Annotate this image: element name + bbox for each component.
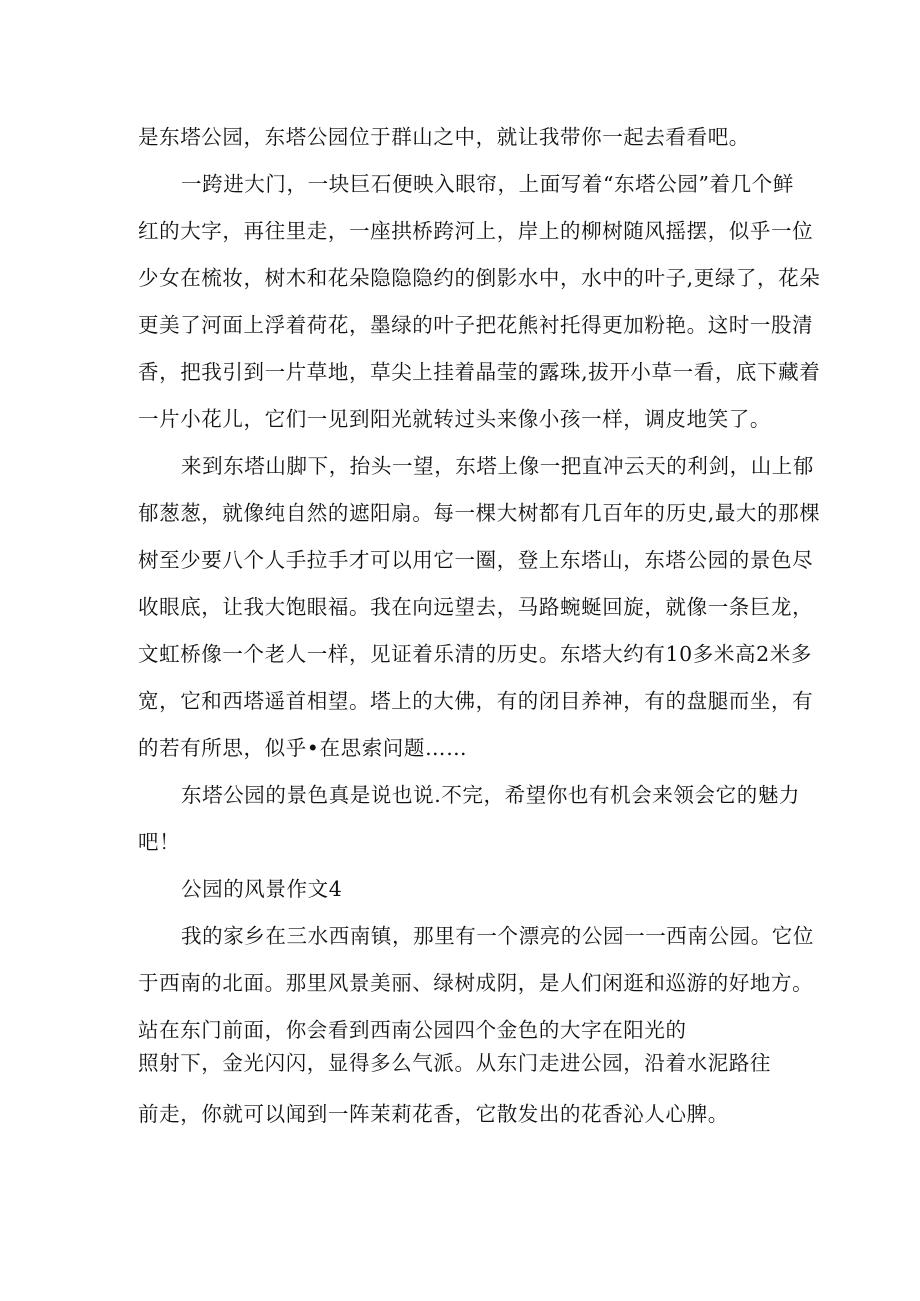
text-line-22: 前走，你就可以闻到一阵茉莉花香，它散发出的花香沁人心脾。	[138, 1102, 729, 1126]
text-line-3: 红的大字，再往里走，一座拱桥跨河上，岸上的柳树随风摇摆，似乎一位	[138, 219, 814, 243]
text-line-13: 宽，它和西塔遥首相望。塔上的大佛，有的闭目养神，有的盘腿而坐，有	[138, 689, 814, 713]
text-line-11: 收眼底，让我大饱眼福。我在向远望去，马路蜿蜒回旋，就像一条巨龙，	[138, 595, 814, 619]
text-line-7: 一片小花儿，它们一见到阳光就转过头来像小孩一样，调皮地笑了。	[138, 407, 771, 431]
text-line-18: 我的家乡在三水西南镇，那里有一个漂亮的公园一一西南公园。它位	[181, 924, 814, 948]
text-line-19: 于西南的北面。那里风景美丽、绿树成阴，是人们闲逛和巡游的好地方。	[138, 971, 814, 995]
text-line-1: 是东塔公园，东塔公园位于群山之中，就让我带你一起去看看吧。	[138, 125, 750, 149]
text-line-21: 照射下，金光闪闪，显得多么气派。从东门走进公园，沿着水泥路往	[138, 1051, 771, 1075]
text-line-8: 来到东塔山脚下，抬头一望，东塔上像一把直冲云天的利剑，山上郁	[181, 454, 814, 478]
text-line-6: 香，把我引到一片草地，草尖上挂着晶莹的露珠,拔开小草一看，底下藏着	[138, 360, 821, 384]
text-line-9: 郁葱葱，就像纯自然的遮阳扇。每一棵大树都有几百年的历史,最大的那棵	[138, 501, 821, 525]
text-line-12: 文虹桥像一个老人一样，见证着乐清的历史。东塔大约有10多米高2米多	[138, 642, 812, 666]
text-line-5: 更美了河面上浮着荷花，墨绿的叶子把花熊衬托得更加粉艳。这时一股清	[138, 313, 814, 337]
text-line-14: 的若有所思，似乎•在思索问题……	[138, 736, 468, 760]
text-line-2: 一跨进大门，一块巨石便映入眼帘，上面写着“东塔公园”着几个鲜	[181, 172, 794, 196]
text-line-20: 站在东门前面，你会看到西南公园四个金色的大字在阳光的	[138, 1018, 687, 1042]
text-line-16: 吧！	[138, 830, 181, 854]
text-line-10: 树至少要八个人手拉手才可以用它一圈，登上东塔山，东塔公园的景色尽	[138, 548, 814, 572]
text-line-4: 少女在梳妆，树木和花朵隐隐隐约的倒影水中，水中的叶子,更绿了，花朵	[138, 266, 821, 290]
section-heading: 公园的风景作文4	[181, 877, 343, 901]
text-line-15: 东塔公园的景色真是说也说.不完，希望你也有机会来领会它的魅力	[181, 783, 801, 807]
